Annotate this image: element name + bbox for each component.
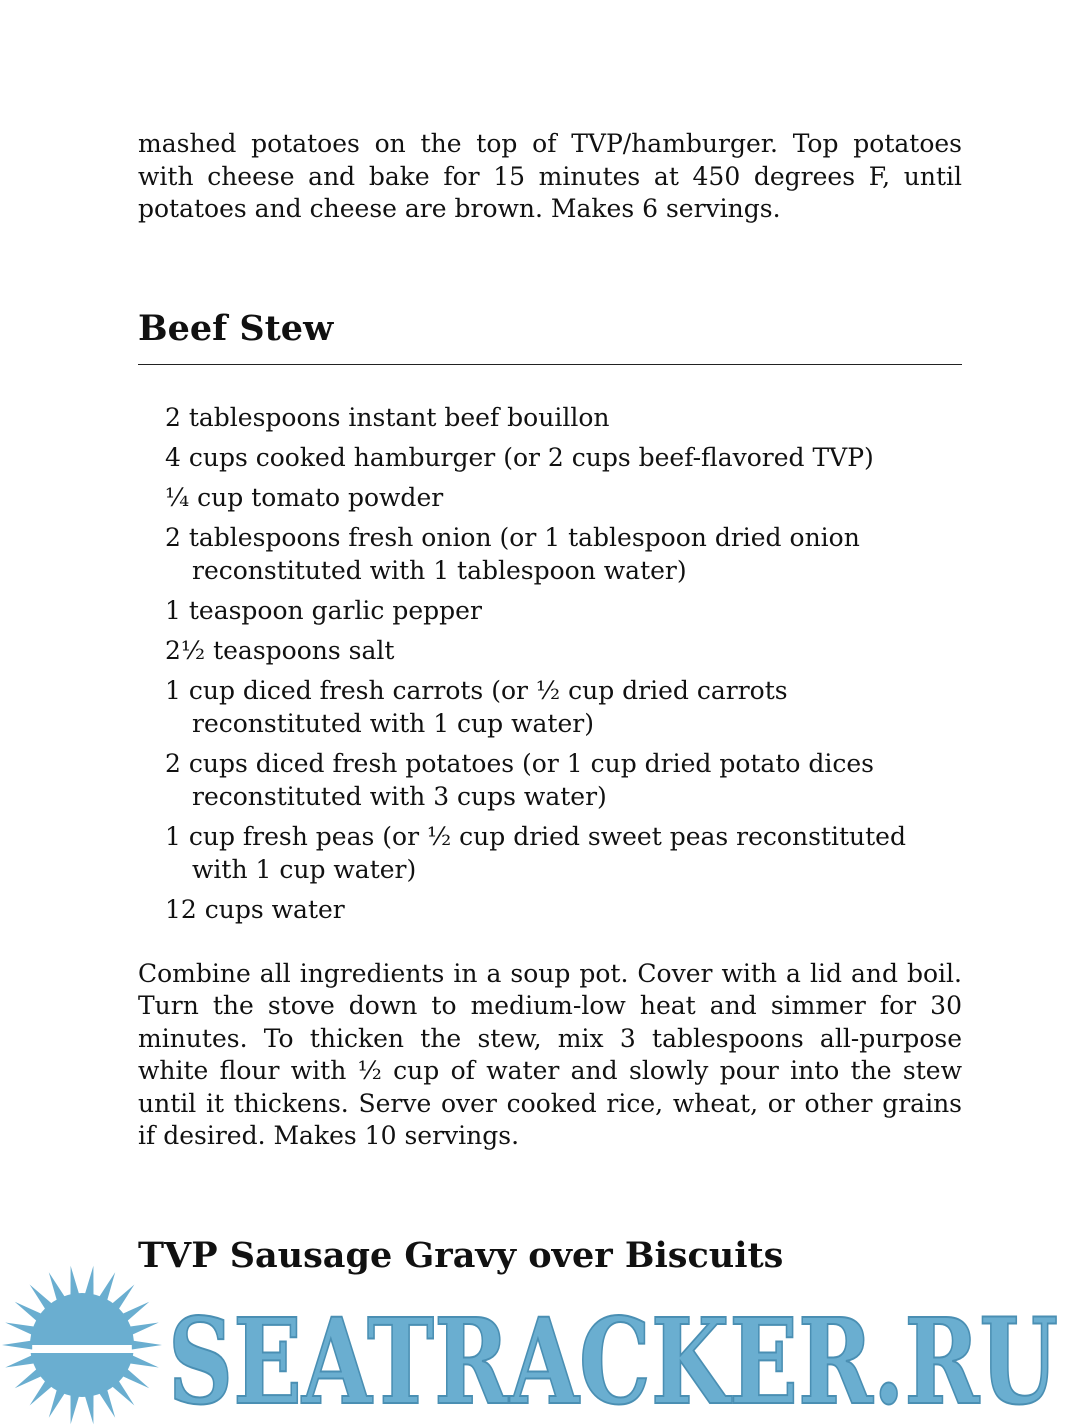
sun-ray [99, 1388, 116, 1417]
seatracker-watermark [0, 1265, 1080, 1425]
ingredient-item: 4 cups cooked hamburger (or 2 cups beef-flavored TVP) [165, 442, 874, 472]
ingredient-item: 2 cups diced fresh potatoes (or 1 cup dried potato dices reconstituted with 3 cups water) [165, 748, 875, 811]
ingredient-item: 2 tablespoons instant beef bouillon [165, 402, 610, 432]
recipe-page [138, 128, 962, 1277]
ingredient-item: 2 tablespoons fresh onion (or 1 tablespoon dried onion reconstituted with 1 tablespoon water) [165, 522, 860, 585]
sun-ray [49, 1388, 66, 1417]
sun-logo-icon [2, 1266, 162, 1424]
sun-ray [85, 1266, 94, 1297]
sun-ray [15, 1302, 43, 1322]
ingredient-item: 2½ teaspoons salt [165, 635, 395, 665]
intro-paragraph: mashed potatoes on the top of TVP/hamburger. Top potatoes with cheese and bake for 15 minutes at 450 degrees F, until potatoes and cheese are brown. Makes 6 servings. [138, 129, 962, 223]
watermark-text: SEATRACKER.RU [168, 1292, 1058, 1425]
sun-ray [129, 1323, 159, 1336]
ingredient-item: 1 teaspoon garlic pepper [165, 595, 482, 625]
sun-ray [5, 1323, 35, 1336]
sun-ray [30, 1380, 53, 1406]
sun-ray [111, 1285, 134, 1311]
sun-ray [71, 1394, 80, 1425]
sun-ray [49, 1272, 66, 1301]
sun-ray [5, 1355, 35, 1368]
sun-ray [122, 1368, 150, 1388]
ingredient-item: 12 cups water [165, 894, 345, 924]
ingredient-list [138, 401, 962, 926]
sun-ray [2, 1341, 32, 1350]
title-divider [138, 364, 962, 365]
sun-ray [111, 1380, 134, 1406]
sun-ray [122, 1302, 150, 1322]
sun-ray [85, 1394, 94, 1425]
sun-ray [132, 1341, 162, 1350]
next-recipe-title: TVP Sausage Gravy over Biscuits [138, 1234, 784, 1276]
ingredient-item: 1 cup fresh peas (or ½ cup dried sweet peas reconstituted with 1 cup water) [165, 821, 906, 884]
ingredient-item: 1 cup diced fresh carrots (or ½ cup dried carrots reconstituted with 1 cup water) [165, 675, 788, 738]
ingredient-item: ¼ cup tomato powder [165, 482, 444, 512]
sun-ray [15, 1368, 43, 1388]
sun-ray [71, 1266, 80, 1297]
beef-stew-title: Beef Stew [138, 307, 334, 349]
sun-ray [99, 1272, 116, 1301]
sun-ray [129, 1355, 159, 1368]
directions-paragraph: Combine all ingredients in a soup pot. Cover with a lid and boil. Turn the stove down to medium-low heat and simmer for 30 minutes. To thicken the stew, mix 3 tablespoons all-purpose white flour with ½ cup of water and slowly pour into the stew until it thickens. Serve over cooked rice, wheat, or other grains if desired. Makes 10 servings. [138, 958, 962, 1150]
sun-ray [30, 1285, 53, 1311]
